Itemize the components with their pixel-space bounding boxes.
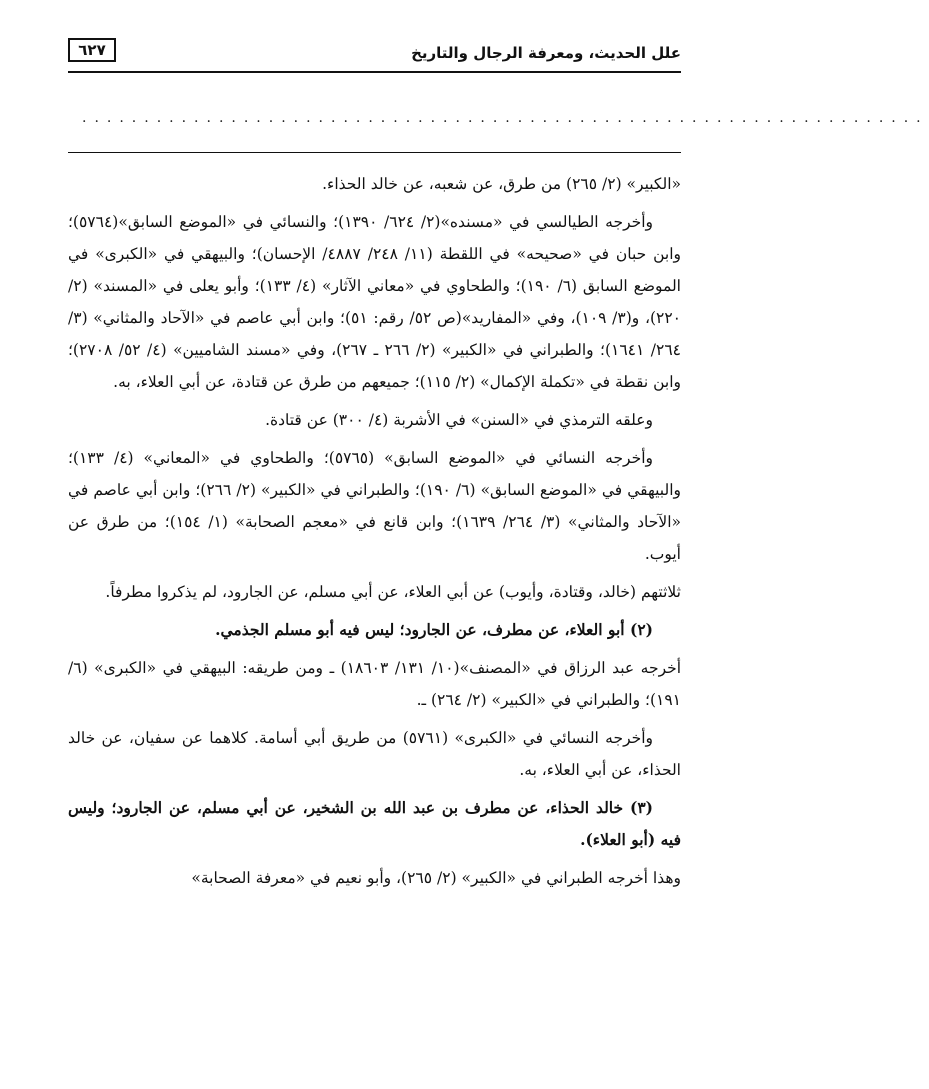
footnote-paragraph: وأخرجه النسائي في «الموضع السابق» (٥٧٦٥)؛ والطحاوي في «المعاني» (٤/ ١٣٣)؛ والبيهقي في «الموضع السابق» (٦/ ١٩٠)؛ والطبراني في «الكبير» (٢/ ٢٦٦)؛ وابن أبي عاصم في «الآحاد والمثاني» (٣/ ٢٦٤/ ١٦٣٩)؛ وابن قانع في «معجم الصحابة» (١/ ١٥٤)؛ من طرق عن أيوب. (68, 449, 681, 563)
elision-dots: .................................................................... (82, 110, 929, 126)
page-number: ٦٢٧ (68, 38, 116, 62)
header-rule (68, 71, 681, 73)
footnote-paragraph: «الكبير» (٢/ ٢٦٥) من طرق، عن شعبه، عن خالد الحذاء. (322, 175, 681, 193)
footnote-body (68, 168, 681, 900)
footnote-separator (68, 152, 681, 153)
footnote-paragraph: وهذا أخرجه الطبراني في «الكبير» (٢/ ٢٦٥)، وأبو نعيم في «معرفة الصحابة» (191, 869, 681, 887)
page-header (68, 38, 681, 68)
footnote-paragraph: وعلقه الترمذي في «السنن» في الأشربة (٤/ ٣٠٠) عن قتادة. (265, 411, 653, 429)
footnote-paragraph: أخرجه عبد الرزاق في «المصنف»(١٠/ ١٣١/ ١٨٦٠٣) ـ ومن طريقه: البيهقي في «الكبرى» (٦/ ١٩١)؛ والطبراني في «الكبير» (٢/ ٢٦٤) ـ. (68, 659, 682, 709)
footnote-paragraph: ثلاثتهم (خالد، وقتادة، وأيوب) عن أبي العلاء، عن أبي مسلم، عن الجارود، لم يذكروا مطرفاً. (105, 583, 681, 601)
running-title: علل الحديث، ومعرفة الرجال والتاريخ (411, 44, 681, 62)
footnote-paragraph: وأخرجه النسائي في «الكبرى» (٥٧٦١) من طريق أبي أسامة. كلاهما عن سفيان، عن خالد الحذاء، عن أبي العلاء، به. (68, 729, 681, 779)
footnote-paragraph: وأخرجه الطيالسي في «مسنده»(٢/ ٦٢٤/ ١٣٩٠)؛ والنسائي في «الموضع السابق»(٥٧٦٤)؛ وابن حبان في «صحيحه» في اللقطة (١١/ ٢٤٨/ ٤٨٨٧/ الإحسان)؛ والبيهقي في «الكبرى» في الموضع السابق (٦/ ١٩٠)؛ والطحاوي في «معاني الآثار» (٤/ ١٣٣)؛ وأبو يعلى في «المسند» (٢/ ٢٢٠)، و(٣/ ١٠٩)، وفي «المفاريد»(ص ٥٢/ رقم: ٥١)؛ وابن أبي عاصم في «الآحاد والمثاني» (٣/ ٢٦٤/ ١٦٤١)؛ والطبراني في «الكبير» (٢/ ٢٦٦ ـ ٢٦٧)، وفي «مسند الشاميين» (٤/ ٥٢/ ٢٧٠٨)؛ وابن نقطة في «تكملة الإكمال» (٢/ ١١٥)؛ جميعهم من طرق عن قتادة، عن أبي العلاء، به. (68, 213, 682, 391)
section-heading: (٣) خالد الحذاء، عن مطرف بن عبد الله بن الشخير، عن أبي مسلم، عن الجارود؛ وليس فيه (أبو العلاء). (68, 798, 681, 849)
section-heading: (٢) أبو العلاء، عن مطرف، عن الجارود؛ ليس فيه أبو مسلم الجذمي. (215, 620, 653, 639)
